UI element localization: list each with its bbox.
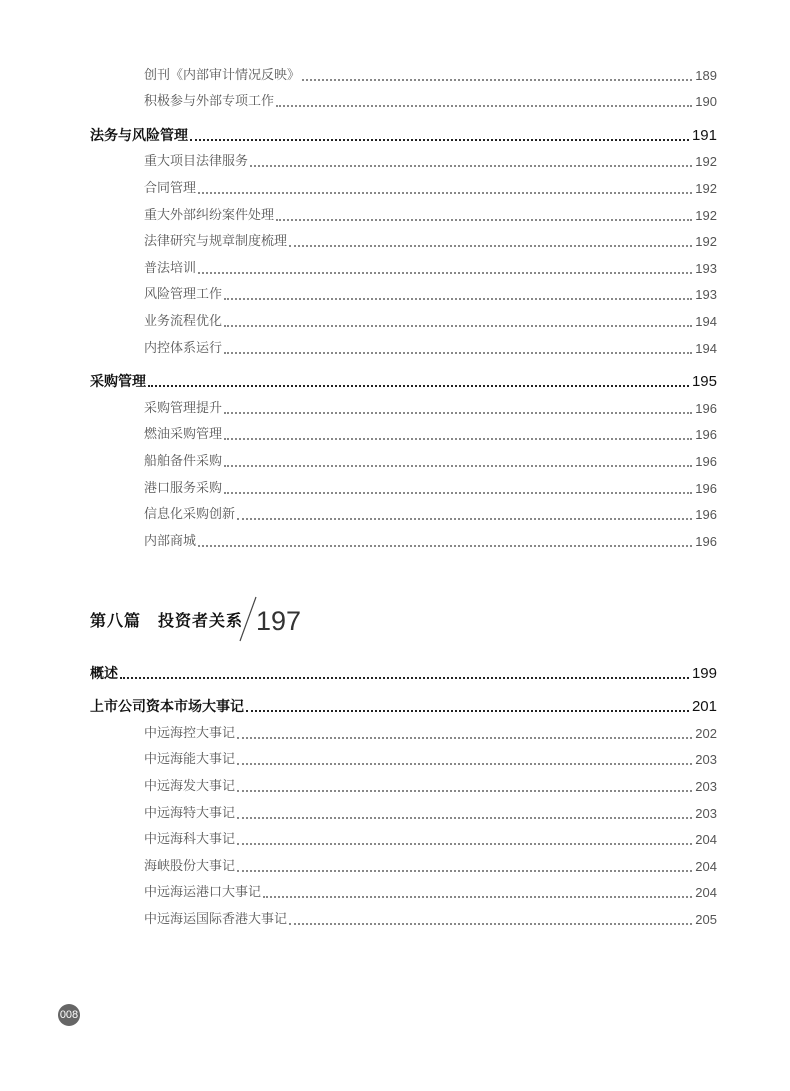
toc-entry-title: 内部商城 xyxy=(144,533,197,549)
dot-leader xyxy=(237,736,692,739)
toc-entry-page: 203 xyxy=(695,778,717,794)
dot-leader xyxy=(289,922,692,925)
dot-leader xyxy=(237,762,692,765)
toc-entry-title: 合同管理 xyxy=(144,180,197,196)
toc-subentry[interactable] xyxy=(90,444,717,471)
dot-leader xyxy=(246,709,689,712)
toc-subentry[interactable] xyxy=(90,471,717,498)
toc-entry-title: 中远海控大事记 xyxy=(144,725,236,741)
toc-entry-page: 204 xyxy=(695,885,717,901)
dot-leader xyxy=(224,411,692,414)
toc-entry-title: 燃油采购管理 xyxy=(144,427,223,443)
toc-entry-page: 203 xyxy=(695,752,717,768)
dot-leader xyxy=(198,271,692,274)
dot-leader xyxy=(198,191,692,194)
toc-entry-title: 普法培训 xyxy=(144,260,197,276)
toc-subentry[interactable] xyxy=(90,823,717,850)
toc-subentry[interactable] xyxy=(90,743,717,770)
toc-entry-page: 201 xyxy=(691,698,717,716)
table-of-contents-top xyxy=(90,58,717,551)
toc-entry-title: 风险管理工作 xyxy=(144,287,223,303)
toc-entry-page: 193 xyxy=(695,260,717,276)
toc-subentry[interactable] xyxy=(90,85,717,112)
toc-entry-title: 中远海能大事记 xyxy=(144,752,236,768)
toc-entry-title: 概述 xyxy=(90,665,118,682)
toc-entry-page: 196 xyxy=(695,400,717,416)
dot-leader xyxy=(148,384,689,387)
toc-entry-title: 业务流程优化 xyxy=(144,313,223,329)
dot-leader xyxy=(237,789,692,792)
toc-entry-page: 202 xyxy=(695,725,717,741)
toc-subentry[interactable] xyxy=(90,524,717,551)
toc-entry-page: 193 xyxy=(695,287,717,303)
section-gap xyxy=(90,683,717,690)
toc-entry-title: 采购管理提升 xyxy=(144,400,223,416)
toc-subentry[interactable] xyxy=(90,198,717,225)
dot-leader xyxy=(289,244,692,247)
toc-entry-title: 法务与风险管理 xyxy=(90,127,188,144)
page-number-badge: 008 xyxy=(58,1004,80,1026)
toc-entry-title: 中远海运港口大事记 xyxy=(144,885,262,901)
toc-entry-title: 上市公司资本市场大事记 xyxy=(90,699,244,716)
dot-leader xyxy=(302,78,692,81)
dot-leader xyxy=(198,544,692,547)
toc-entry-title: 信息化采购创新 xyxy=(144,507,236,523)
dot-leader xyxy=(224,324,692,327)
toc-entry-page: 189 xyxy=(695,67,717,83)
toc-entry-page: 204 xyxy=(695,832,717,848)
dot-leader xyxy=(224,297,692,300)
toc-entry-title: 船舶备件采购 xyxy=(144,453,223,469)
toc-entry-title: 内控体系运行 xyxy=(144,340,223,356)
dot-leader xyxy=(120,676,689,679)
toc-subentry[interactable] xyxy=(90,849,717,876)
dot-leader xyxy=(224,351,692,354)
toc-entry-page: 204 xyxy=(695,858,717,874)
toc-entry-title: 港口服务采购 xyxy=(144,480,223,496)
toc-entry-page: 192 xyxy=(695,180,717,196)
toc-entry-title: 重大外部纠纷案件处理 xyxy=(144,207,275,223)
toc-entry-title: 中远海运国际香港大事记 xyxy=(144,911,288,927)
dot-leader xyxy=(224,464,692,467)
dot-leader xyxy=(250,164,692,167)
dot-leader xyxy=(276,218,692,221)
toc-subentry[interactable] xyxy=(90,902,717,929)
dot-leader xyxy=(237,517,692,520)
toc-entry-page: 192 xyxy=(695,154,717,170)
dot-leader xyxy=(224,437,692,440)
dot-leader xyxy=(237,869,692,872)
toc-entry-title: 积极参与外部专项工作 xyxy=(144,94,275,110)
toc-entry-page: 196 xyxy=(695,453,717,469)
dot-leader xyxy=(263,895,692,898)
toc-entry-title: 创刊《内部审计情况反映》 xyxy=(144,67,301,83)
slash-divider-icon xyxy=(238,596,258,642)
toc-subentry[interactable] xyxy=(90,796,717,823)
toc-subentry[interactable] xyxy=(90,278,717,305)
toc-entry-title: 海峡股份大事记 xyxy=(144,858,236,874)
toc-subentry[interactable] xyxy=(90,876,717,903)
dot-leader xyxy=(224,491,692,494)
toc-entry-page: 196 xyxy=(695,533,717,549)
toc-subentry[interactable] xyxy=(90,251,717,278)
part-title: 第八篇 投资者关系 xyxy=(90,611,244,630)
toc-entry-page: 195 xyxy=(691,373,717,391)
toc-subentry[interactable] xyxy=(90,145,717,172)
toc-entry-page: 192 xyxy=(695,207,717,223)
toc-entry-title: 中远海特大事记 xyxy=(144,805,236,821)
toc-subentry[interactable] xyxy=(90,58,717,85)
dot-leader xyxy=(190,138,689,141)
toc-entry-page: 196 xyxy=(695,480,717,496)
toc-section-entry[interactable] xyxy=(90,656,717,683)
toc-subentry[interactable] xyxy=(90,304,717,331)
dot-leader xyxy=(276,104,692,107)
toc-subentry[interactable] xyxy=(90,225,717,252)
toc-entry-page: 196 xyxy=(695,427,717,443)
dot-leader xyxy=(237,816,692,819)
toc-subentry[interactable] xyxy=(90,769,717,796)
toc-entry-page: 191 xyxy=(691,126,717,144)
toc-entry-page: 194 xyxy=(695,340,717,356)
toc-entry-title: 重大项目法律服务 xyxy=(144,154,249,170)
section-gap xyxy=(90,111,717,118)
toc-section-entry[interactable] xyxy=(90,118,717,145)
toc-subentry[interactable] xyxy=(90,418,717,445)
toc-entry-title: 中远海发大事记 xyxy=(144,778,236,794)
table-of-contents-bottom xyxy=(90,656,717,929)
toc-entry-title: 法律研究与规章制度梳理 xyxy=(144,234,288,250)
toc-subentry[interactable] xyxy=(90,716,717,743)
toc-subentry[interactable] xyxy=(90,498,717,525)
toc-entry-title: 中远海科大事记 xyxy=(144,832,236,848)
part-page-number: 197 xyxy=(256,606,302,636)
toc-entry-page: 196 xyxy=(695,507,717,523)
toc-subentry[interactable] xyxy=(90,391,717,418)
toc-subentry[interactable] xyxy=(90,171,717,198)
toc-entry-page: 203 xyxy=(695,805,717,821)
toc-entry-page: 190 xyxy=(695,94,717,110)
toc-entry-title: 采购管理 xyxy=(90,374,146,391)
toc-section-entry[interactable] xyxy=(90,690,717,717)
toc-entry-page: 199 xyxy=(691,664,717,682)
toc-entry-page: 192 xyxy=(695,234,717,250)
dot-leader xyxy=(237,842,692,845)
toc-entry-page: 194 xyxy=(695,313,717,329)
toc-entry-page: 205 xyxy=(695,911,717,927)
part-heading xyxy=(90,594,390,642)
section-gap xyxy=(90,358,717,365)
toc-section-entry[interactable] xyxy=(90,365,717,392)
toc-subentry[interactable] xyxy=(90,331,717,358)
